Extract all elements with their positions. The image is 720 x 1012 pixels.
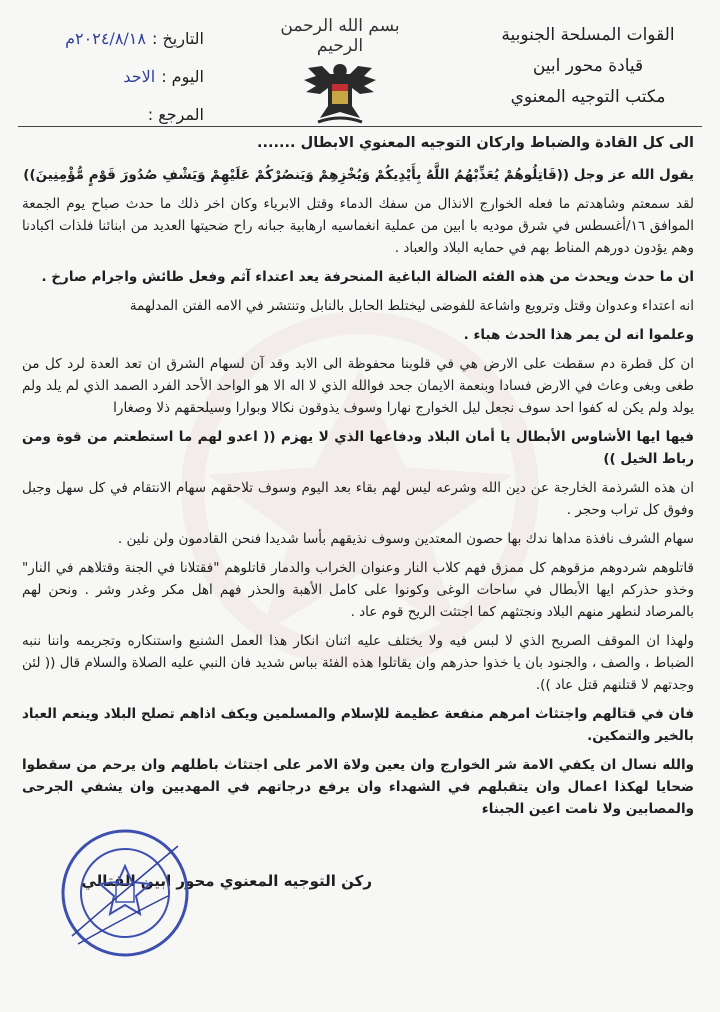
letter-address: الى كل القادة والضباط واركان التوجيه المعنوي الابطال ....... [257, 135, 694, 151]
paragraph-aggression: انه اعتداء وعدوان وقتل وترويع واشاعة للفوضى ليختلط الحابل بالنابل وتنتشر في الامه الفتن المدلهمة [129, 298, 694, 314]
date-label: التاريخ : [151, 29, 204, 48]
date-block [14, 20, 204, 134]
day-value: الاحد [123, 67, 156, 86]
eagle-emblem-icon [300, 58, 380, 130]
day-row [14, 58, 204, 96]
signature-line: ركن التوجيه المعنوي محور ابين القتالي [81, 872, 372, 890]
paragraph-arrows: سهام الشرف نافذة مداها ندك بها حصون المعتدين وسوف نذيقهم بأسا شديدا فنحن القادمون ولن نلين . [117, 531, 694, 547]
quran-quote: يقول الله عز وجل ((قَاتِلُوهُمْ يُعَذِّبْهُمُ اللَّهُ بِأَيْدِيكُمْ وَيُخْزِهِمْ وَيَنصُرْكُمْ عَلَيْهِمْ وَيَشْفِ صُدُورَ قَوْمٍ مُّؤْمِنِينَ)) [23, 167, 694, 183]
header-center [270, 16, 410, 134]
org-line-forces: القوات المسلحة الجنوبية [501, 25, 675, 45]
org-header [478, 20, 698, 113]
ref-label: المرجع : [147, 105, 204, 124]
paragraph-condemnation: ان ما حدث ويحدث من هذه الفئه الضالة الباغية المنحرفة يعد اعتداء آثم وفعل طائش واجرام صارخ . [41, 269, 694, 285]
basmala: بسم الله الرحمن الرحيم [280, 16, 400, 56]
paragraph-pursuit: ان هذه الشرذمة الخارجة عن دين الله وشرعه ليس لهم بقاء بعد اليوم وسوف تلاحقهم سهام الانتقام في كل سهل وجبل وفوق كل تراب وحجر . [22, 480, 694, 518]
official-stamp-icon [58, 826, 192, 960]
paragraph-benefit: فان في قتالهم واجتثاث امرهم منفعة عظيمة للإسلام والمسلمين ويكف اذاهم تصلح البلاد وينعم العباد بالخير والتمكين. [22, 706, 694, 744]
paragraph-incident: لقد سمعتم وشاهدتم ما فعله الخوارج الانذال من سفك الدماء وقتل الابرياء وكان اخر ذلك ما حدث صباح يوم الجمعة الموافق ١٦/أغسطس في شرق موديه با ابين من عملية انغماسيه ارهابية جبانه راح ضحيتها العديد من ابنائنا فلذات اكبادنا وهم يؤدون دورهم المناط بهم في حمايه البلاد والعباد . [22, 196, 694, 256]
paragraph-warning: وعلموا انه لن يمر هذا الحدث هباء . [463, 327, 694, 343]
header-divider [18, 126, 702, 127]
date-value: ٢٠٢٤/٨/١٨م [65, 29, 146, 48]
org-line-office: مكتب التوجيه المعنوي [510, 87, 666, 107]
paragraph-vow: ان كل قطرة دم سقطت على الارض هي في قلوبنا محفوظة الى الابد وقد آن لسهام الشرق ان تعد العدة لرد كل من طغى وبغى وعاث في الارض فسادا وبنعمة الايمان جحد فوالله الذي لا اله الا هو الواحد الأحد الفرد الصمد الذي لم يلد ولم يولد ولم يكن له كفوا احد سوف نجعل ليل الخوارج نهارا وسوف يذوقون نكالا وبوارا وسيلحقهم ذلا وصغارا [22, 356, 694, 416]
date-row [14, 20, 204, 58]
paragraph-fight: قاتلوهم شردوهم مزقوهم كل ممزق فهم كلاب النار وعنوان الخراب والدمار قاتلوهم "فقتلانا في الجنة وقتلاهم في النار" وخذو حذركم ايها الأبطال في ساحات الوغى وكونوا على كامل الأهبة والحذر فهم اهل مكر وغدر وشر . ونحن لهم بالمرصاد لنطهر منهم البلاد ونجتثهم كما اجتثت الريح قوم عاد . [22, 560, 694, 620]
paragraph-position: ولهذا ان الموقف الصريح الذي لا لبس فيه ولا يختلف عليه اثنان انكار هذا العمل الشنيع واستنكاره وتجريمه واننا ننبه الضباط ، والصف ، والجنود بان يا خذوا حذرهم وان يقاتلوا هذه الفئة بباس شديد فان النبي عليه الصلاة والسلام قال (( لئن وجدتهم لا قتلنهم قتل عاد )). [22, 633, 694, 693]
day-label: اليوم : [161, 67, 204, 86]
org-line-command: قيادة محور ابين [532, 56, 644, 76]
paragraph-prayer: والله نسال ان يكفي الامة شر الخوارج وان يعين ولاة الامر على اجتثاث باطلهم وان يرحم من سقطوا ضحايا لهكذا اعمال وان يتقبلهم في الشهداء وان يرفع درجاتهم في المهديين وان يشفي الجرحى والمصابين ولا نامت اعين الجبناء [22, 757, 694, 817]
letter-body [22, 132, 694, 827]
ref-row [14, 96, 204, 134]
paragraph-call: فيها ايها الأشاوس الأبطال يا أمان البلاد ودفاعها الذي لا يهزم (( اعدو لهم ما استطعتم من قوة ومن رباط الخيل )) [22, 429, 694, 467]
